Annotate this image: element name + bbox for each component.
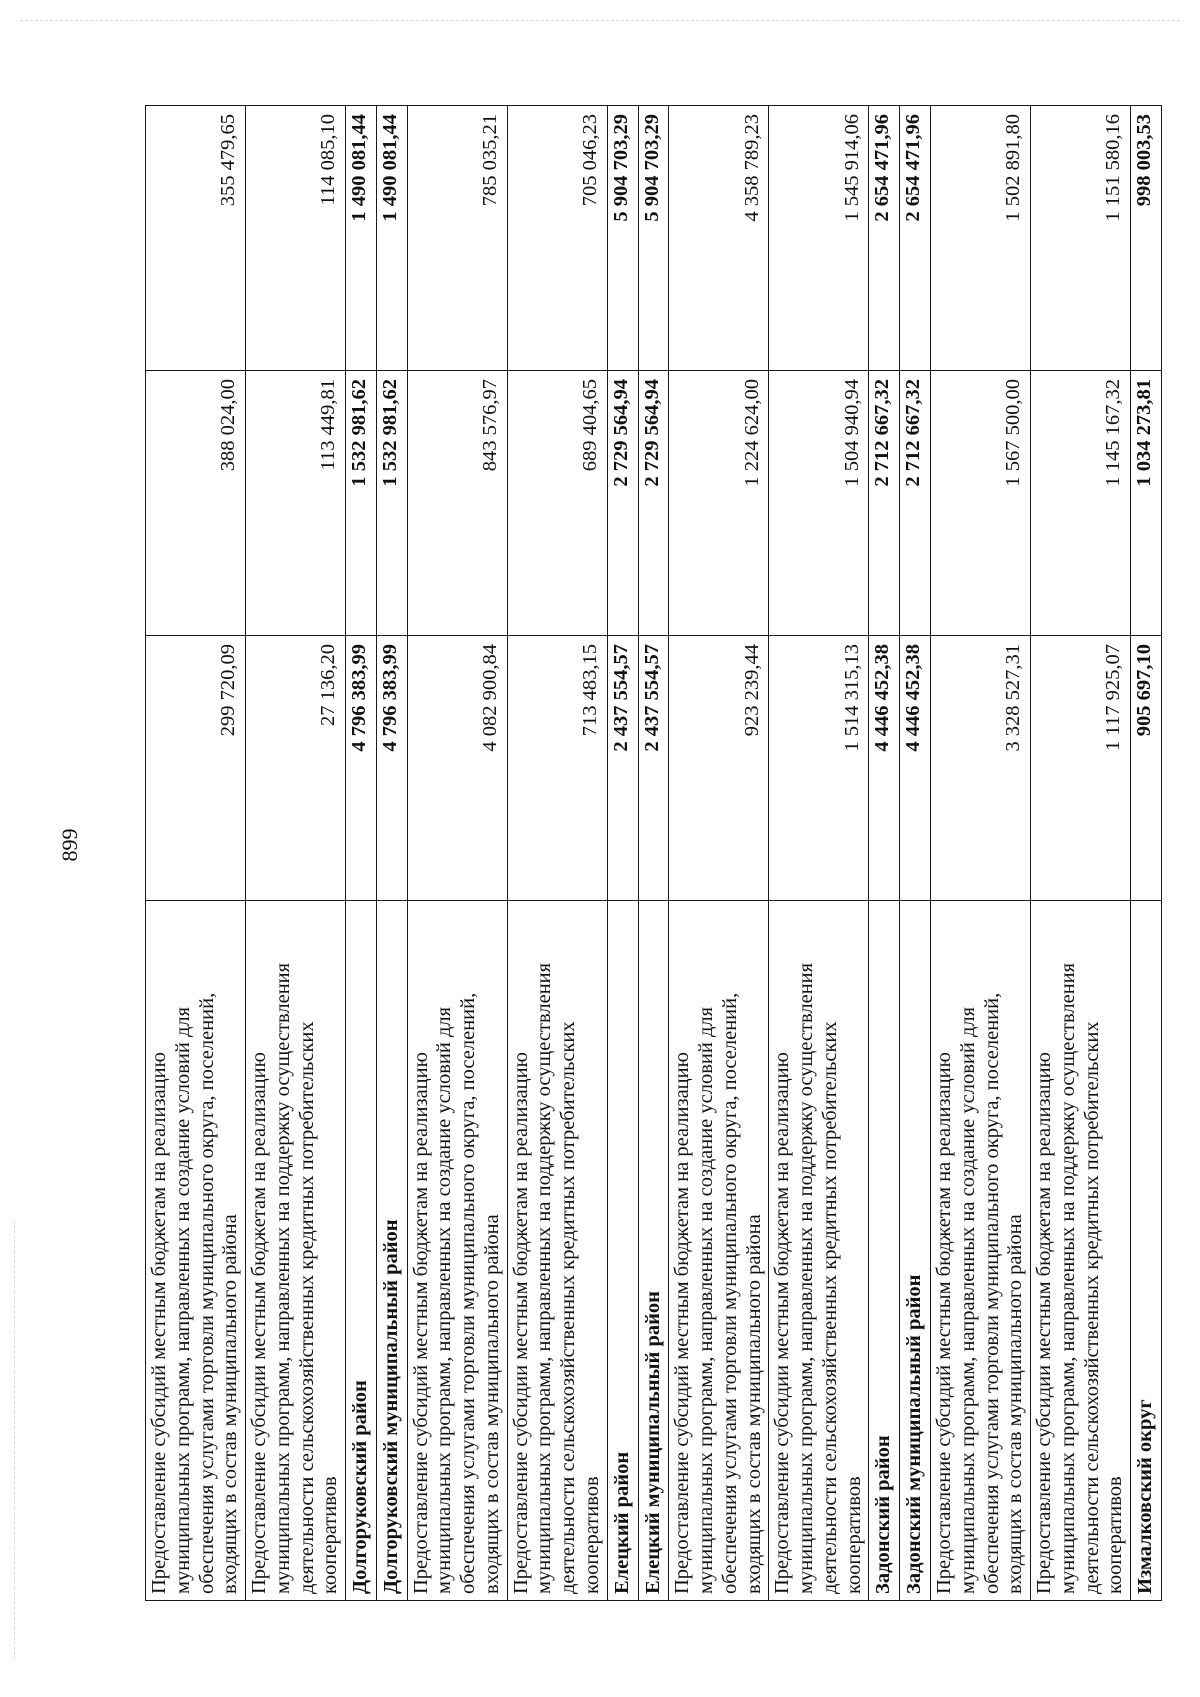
row-name: Задонский муниципальный район — [900, 901, 931, 1601]
value-col-2: 843 576,97 — [407, 371, 507, 636]
table-row — [638, 106, 669, 1601]
value-col-1: 923 239,44 — [669, 636, 769, 901]
value-col-3: 2 654 471,96 — [900, 106, 931, 371]
row-name: Елецкий район — [607, 901, 638, 1601]
value-col-1: 3 328 527,31 — [930, 636, 1030, 901]
value-col-3: 1 502 891,80 — [930, 106, 1030, 371]
value-col-1: 1 117 925,07 — [1031, 636, 1131, 901]
value-col-3: 355 479,65 — [146, 106, 246, 371]
value-col-2: 388 024,00 — [146, 371, 246, 636]
row-name: Предоставление субсидий местным бюджетам на реализацию муниципальных программ, направленных на создание условий для обеспечения услугами торговли муниципального округа, поселений, входящих в состав муниципального района — [930, 901, 1030, 1601]
scan-border-left — [14, 1220, 15, 1660]
row-name: Измалковский округ — [1131, 901, 1162, 1601]
row-name: Предоставление субсидии местным бюджетам на реализацию муниципальных программ, направленных на поддержку осуществления деятельности сельскохозяйственных кредитных потребительских кооперативов — [1031, 901, 1131, 1601]
table-row — [900, 106, 931, 1601]
value-col-2: 2 712 667,32 — [900, 371, 931, 636]
table-row — [376, 106, 407, 1601]
value-col-1: 27 136,20 — [246, 636, 346, 901]
value-col-1: 299 720,09 — [146, 636, 246, 901]
value-col-1: 905 697,10 — [1131, 636, 1162, 901]
value-col-2: 113 449,81 — [246, 371, 346, 636]
table-row — [246, 106, 346, 1601]
table-row — [930, 106, 1030, 1601]
row-name: Долгоруковский муниципальный район — [376, 901, 407, 1601]
value-col-3: 1 490 081,44 — [346, 106, 377, 371]
rotated-table-container — [145, 106, 1157, 1601]
value-col-2: 1 034 273,81 — [1131, 371, 1162, 636]
value-col-3: 1 151 580,16 — [1031, 106, 1131, 371]
value-col-3: 705 046,23 — [507, 106, 607, 371]
value-col-2: 1 532 981,62 — [376, 371, 407, 636]
value-col-3: 4 358 789,23 — [669, 106, 769, 371]
value-col-2: 1 224 624,00 — [669, 371, 769, 636]
page-number: 899 — [57, 828, 82, 862]
value-col-2: 1 532 981,62 — [346, 371, 377, 636]
value-col-3: 1 545 914,06 — [769, 106, 869, 371]
value-col-1: 713 483,15 — [507, 636, 607, 901]
value-col-3: 785 035,21 — [407, 106, 507, 371]
row-name: Предоставление субсидии местным бюджетам на реализацию муниципальных программ, направленных на поддержку осуществления деятельности сельскохозяйственных кредитных потребительских кооперативов — [769, 901, 869, 1601]
row-name: Предоставление субсидий местным бюджетам на реализацию муниципальных программ, направленных на создание условий для обеспечения услугами торговли муниципального округа, поселений, входящих в состав муниципального района — [146, 901, 246, 1601]
value-col-2: 1 504 940,94 — [769, 371, 869, 636]
value-col-2: 1 567 500,00 — [930, 371, 1030, 636]
budget-table-body — [146, 106, 1162, 1601]
value-col-1: 4 446 452,38 — [869, 636, 900, 901]
row-name: Долгоруковский район — [346, 901, 377, 1601]
value-col-3: 2 654 471,96 — [869, 106, 900, 371]
value-col-2: 1 145 167,32 — [1031, 371, 1131, 636]
table-row — [346, 106, 377, 1601]
table-row — [607, 106, 638, 1601]
row-name: Предоставление субсидий местным бюджетам на реализацию муниципальных программ, направленных на создание условий для обеспечения услугами торговли муниципального округа, поселений, входящих в состав муниципального района — [669, 901, 769, 1601]
table-row — [769, 106, 869, 1601]
value-col-1: 4 796 383,99 — [346, 636, 377, 901]
value-col-3: 5 904 703,29 — [638, 106, 669, 371]
value-col-2: 689 404,65 — [507, 371, 607, 636]
scan-border-top — [20, 20, 1180, 21]
value-col-1: 4 082 900,84 — [407, 636, 507, 901]
table-row — [146, 106, 246, 1601]
table-row — [669, 106, 769, 1601]
row-name: Предоставление субсидии местным бюджетам на реализацию муниципальных программ, направленных на поддержку осуществления деятельности сельскохозяйственных кредитных потребительских кооперативов — [507, 901, 607, 1601]
value-col-2: 2 712 667,32 — [869, 371, 900, 636]
table-row — [1131, 106, 1162, 1601]
value-col-3: 114 085,10 — [246, 106, 346, 371]
value-col-3: 5 904 703,29 — [607, 106, 638, 371]
value-col-1: 2 437 554,57 — [638, 636, 669, 901]
value-col-1: 4 796 383,99 — [376, 636, 407, 901]
budget-table — [145, 105, 1162, 1601]
table-row — [507, 106, 607, 1601]
value-col-2: 2 729 564,94 — [638, 371, 669, 636]
value-col-1: 2 437 554,57 — [607, 636, 638, 901]
value-col-1: 4 446 452,38 — [900, 636, 931, 901]
table-row — [869, 106, 900, 1601]
row-name: Елецкий муниципальный район — [638, 901, 669, 1601]
value-col-3: 1 490 081,44 — [376, 106, 407, 371]
value-col-1: 1 514 315,13 — [769, 636, 869, 901]
row-name: Задонский район — [869, 901, 900, 1601]
table-row — [1031, 106, 1131, 1601]
value-col-2: 2 729 564,94 — [607, 371, 638, 636]
table-row — [407, 106, 507, 1601]
row-name: Предоставление субсидий местным бюджетам на реализацию муниципальных программ, направленных на создание условий для обеспечения услугами торговли муниципального округа, поселений, входящих в состав муниципального района — [407, 901, 507, 1601]
value-col-3: 998 003,53 — [1131, 106, 1162, 371]
row-name: Предоставление субсидии местным бюджетам на реализацию муниципальных программ, направленных на поддержку осуществления деятельности сельскохозяйственных кредитных потребительских кооперативов — [246, 901, 346, 1601]
